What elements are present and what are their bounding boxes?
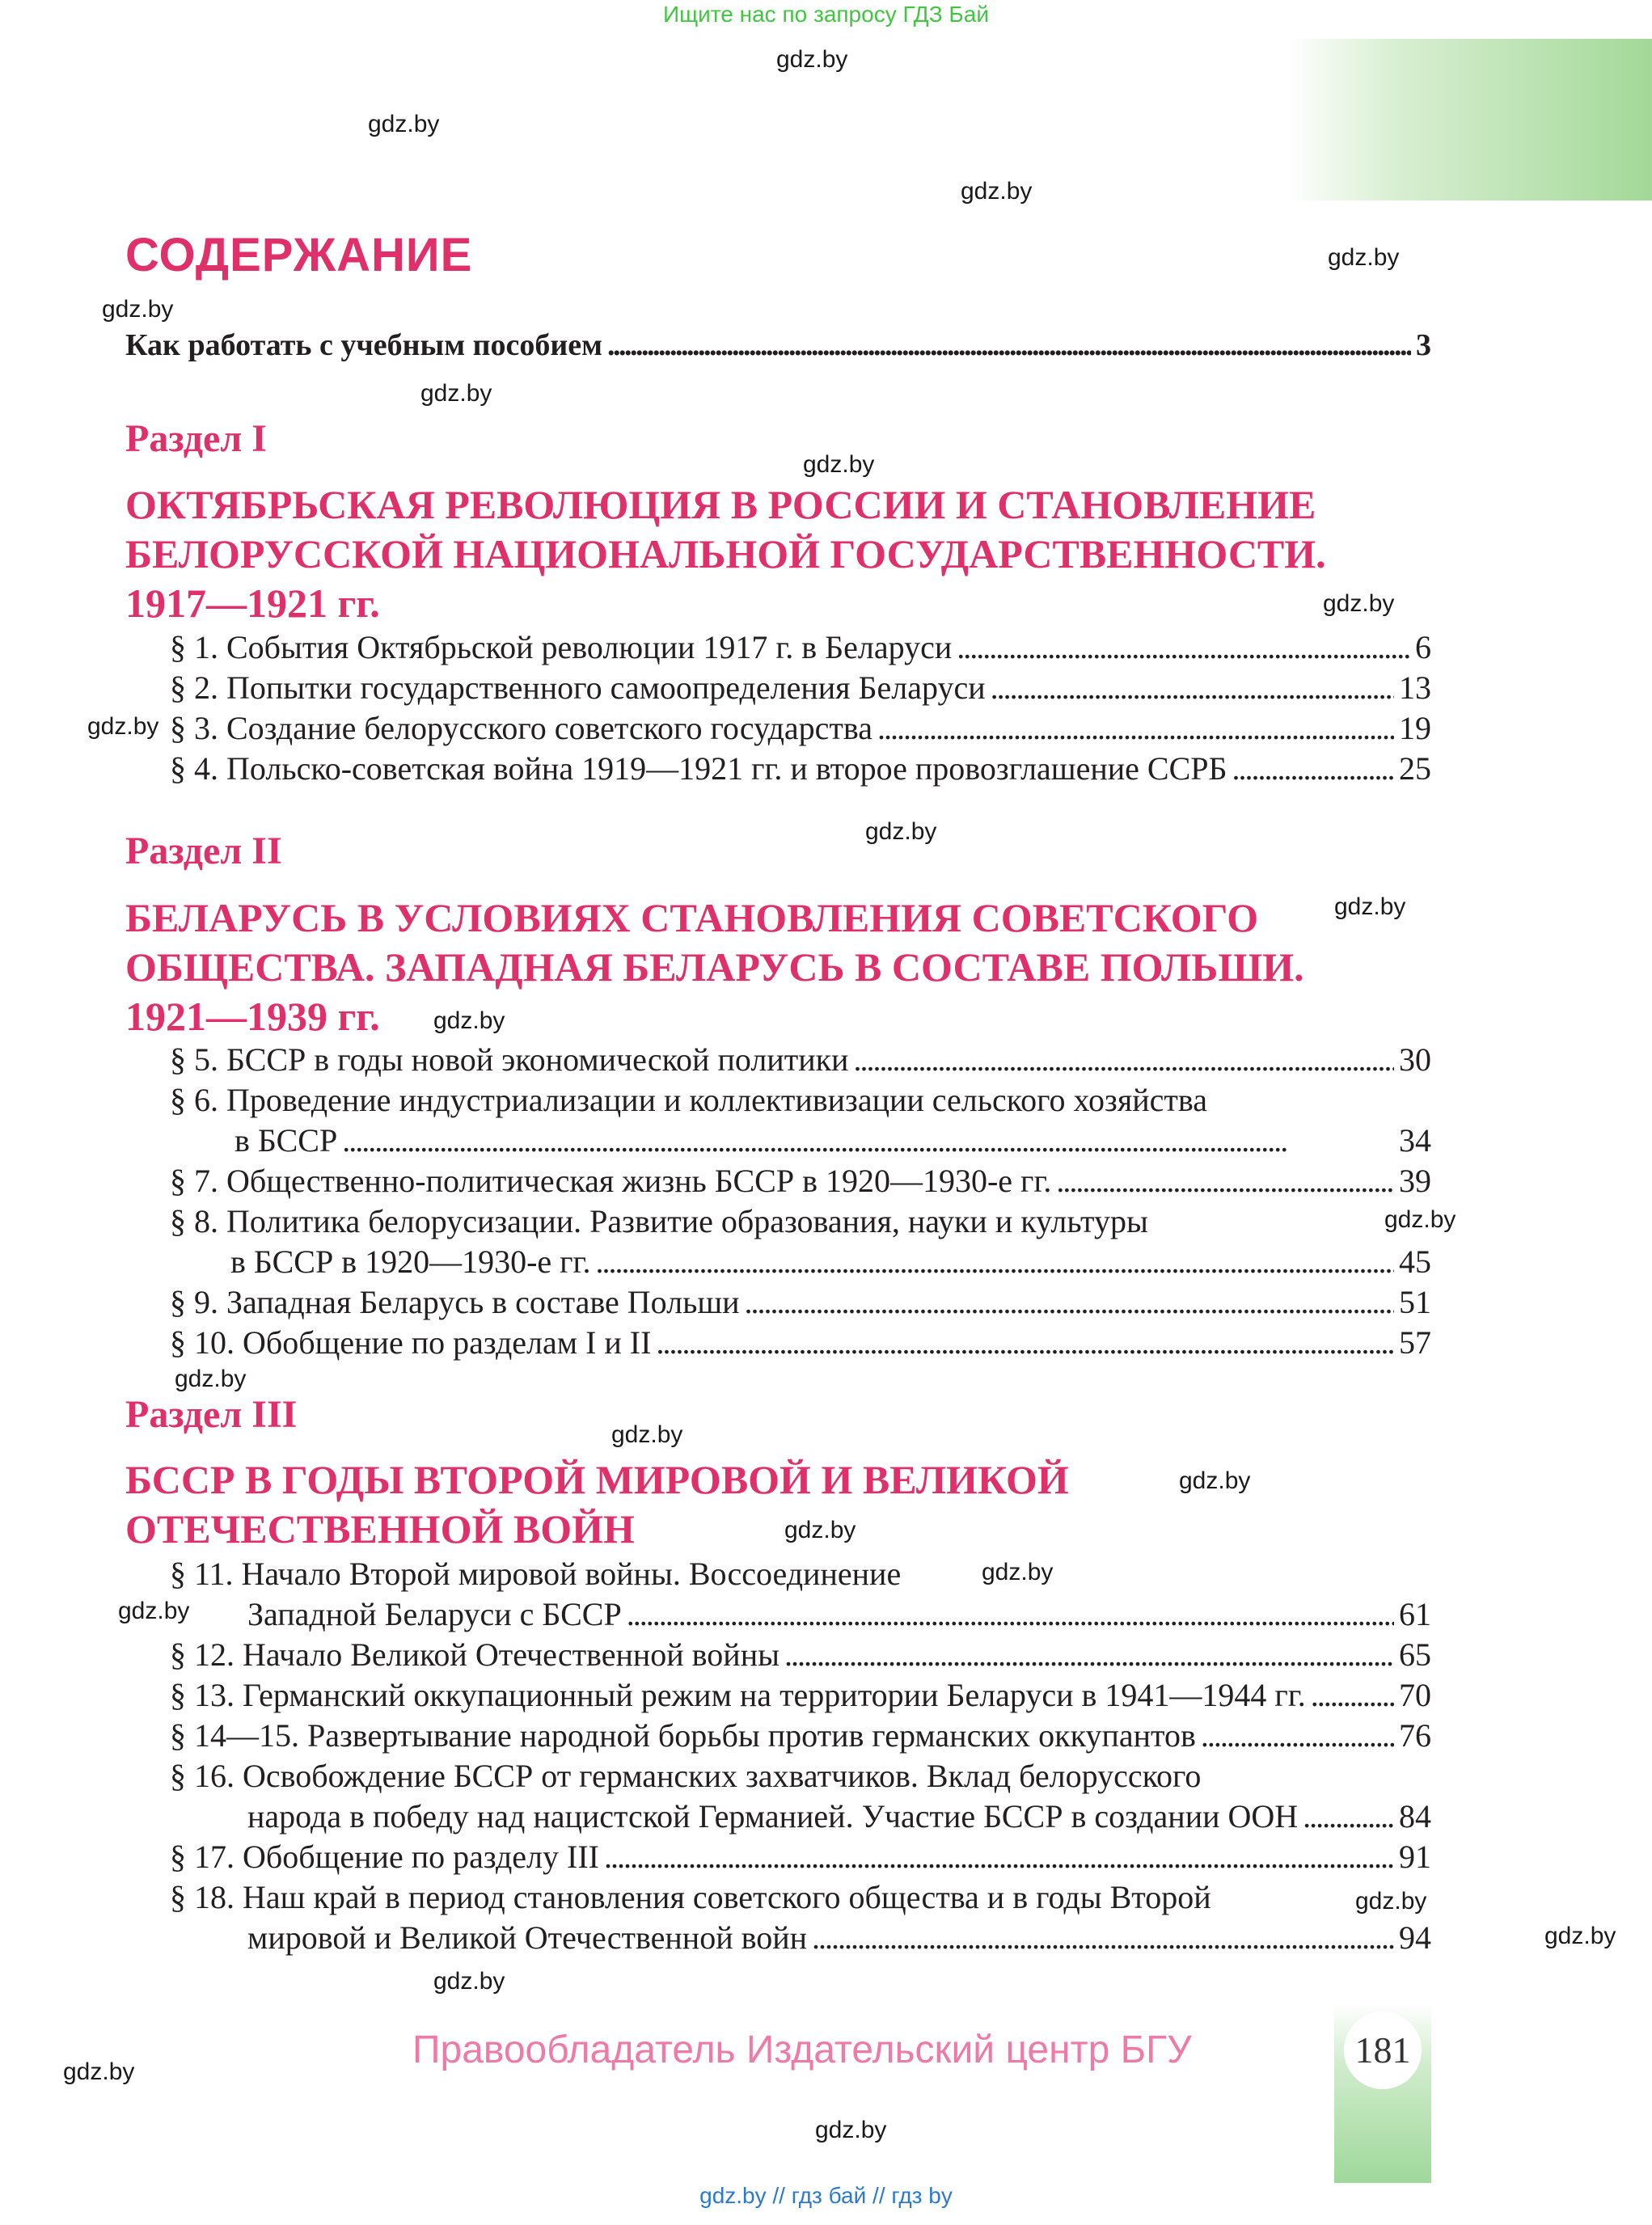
- leader-dots: [957, 627, 1410, 668]
- toc-entry-text: § 12. Начало Великой Отечественной войны: [170, 1636, 780, 1673]
- toc-entry-text: Западной Беларуси с БССР: [247, 1596, 622, 1632]
- toc-entry-text: § 13. Германский оккупационный режим на территории Беларуси в 1941—1944 гг.: [170, 1677, 1306, 1713]
- toc-page-number: 65: [1399, 1636, 1431, 1673]
- toc-entry-intro[interactable]: [125, 325, 1431, 365]
- watermark: gdz.by: [803, 451, 875, 478]
- toc-entry[interactable]: [170, 668, 1431, 708]
- watermark: gdz.by: [1323, 590, 1395, 617]
- toc-page-number: 76: [1399, 1717, 1431, 1754]
- watermark: gdz.by: [815, 2117, 887, 2143]
- leader-dots: [784, 1635, 1394, 1675]
- toc-entry-text[interactable]: § 8. Политика белорусизации. Развитие образования, науки и культуры: [170, 1203, 1148, 1239]
- watermark: gdz.by: [63, 2058, 135, 2085]
- watermark: gdz.by: [1355, 1888, 1427, 1915]
- toc-entry[interactable]: [170, 708, 1431, 749]
- toc-entry-text: § 17. Обобщение по разделу III: [170, 1839, 599, 1875]
- leader-dots: [604, 1837, 1394, 1877]
- top-banner[interactable]: Ищите нас по запросу ГДЗ Бай: [662, 2, 990, 27]
- watermark: gdz.by: [1179, 1467, 1251, 1494]
- toc-entry-continuation[interactable]: [247, 1796, 1431, 1837]
- watermark: gdz.by: [433, 1968, 505, 1995]
- toc-page-number: 61: [1399, 1596, 1431, 1632]
- watermark: gdz.by: [1384, 1206, 1456, 1233]
- toc-entry-text: § 7. Общественно-политическая жизнь БССР в 1920—1930-е гг.: [170, 1163, 1052, 1199]
- section-title-line: ОКТЯБРЬСКАЯ РЕВОЛЮЦИЯ В РОССИИ И СТАНОВЛЕНИЕ: [125, 482, 1316, 527]
- leader-dots: [1311, 1675, 1394, 1716]
- leader-dots: [1201, 1716, 1394, 1756]
- leader-dots: [991, 668, 1394, 708]
- watermark: gdz.by: [1328, 244, 1400, 271]
- section-label: Раздел I: [125, 417, 267, 460]
- leader-dots: [1303, 1796, 1394, 1837]
- leader-dots: [656, 1323, 1394, 1363]
- section-title-line: ОБЩЕСТВА. ЗАПАДНАЯ БЕЛАРУСЬ В СОСТАВЕ ПОЛЬШИ.: [125, 944, 1304, 990]
- toc-page-number: 94: [1399, 1919, 1431, 1956]
- toc-page-number: 3: [1416, 328, 1431, 362]
- watermark: gdz.by: [420, 380, 492, 407]
- leader-dots: [607, 325, 1411, 365]
- section-title-line: 1917—1921 гг.: [125, 581, 380, 626]
- toc-entry-text[interactable]: § 6. Проведение индустриализации и коллективизации сельского хозяйства: [170, 1082, 1207, 1118]
- watermark: gdz.by: [784, 1517, 856, 1543]
- toc-entry-text: § 2. Попытки государственного самоопределения Беларуси: [170, 669, 986, 706]
- watermark: gdz.by: [102, 296, 174, 323]
- toc-entry-text: мировой и Великой Отечественной войн: [247, 1919, 808, 1956]
- watermark: gdz.by: [865, 818, 937, 845]
- leader-dots: [1232, 749, 1394, 789]
- toc-entry-text[interactable]: § 11. Начало Второй мировой войны. Воссоединение: [170, 1556, 902, 1592]
- toc-entry[interactable]: [170, 1716, 1431, 1756]
- toc-entry[interactable]: [170, 1323, 1431, 1363]
- leader-dots: [342, 1121, 1394, 1161]
- watermark: gdz.by: [118, 1598, 190, 1624]
- toc-entry-text: § 1. События Октябрьской революции 1917 г. в Беларуси: [170, 629, 953, 665]
- leader-dots: [745, 1282, 1394, 1323]
- page-number: 181: [1344, 2012, 1422, 2089]
- section-title-line: БЕЛАРУСЬ В УСЛОВИЯХ СТАНОВЛЕНИЯ СОВЕТСКОГО: [125, 895, 1259, 940]
- leader-dots: [853, 1040, 1394, 1080]
- watermark: gdz.by: [611, 1421, 683, 1448]
- leader-dots: [595, 1242, 1394, 1282]
- toc-page-number: 34: [1399, 1122, 1431, 1159]
- toc-page-number: 39: [1399, 1163, 1431, 1199]
- toc-entry-text: в БССР в 1920—1930-е гг.: [230, 1243, 591, 1280]
- toc-entry-text[interactable]: § 18. Наш край в период становления советского общества и в годы Второй: [170, 1879, 1211, 1915]
- toc-entry-continuation[interactable]: [247, 1594, 1431, 1635]
- toc-entry[interactable]: [170, 1040, 1431, 1080]
- toc-page-number: 51: [1399, 1284, 1431, 1320]
- watermark: gdz.by: [961, 178, 1033, 205]
- watermark: gdz.by: [368, 111, 440, 137]
- toc-page-number: 25: [1399, 750, 1431, 787]
- copyright-footer: Правообладатель Издательский центр БГУ: [412, 2029, 1192, 2071]
- section-title-line: БССР В ГОДЫ ВТОРОЙ МИРОВОЙ И ВЕЛИКОЙ: [125, 1457, 1069, 1502]
- section-title-line: БЕЛОРУССКОЙ НАЦИОНАЛЬНОЙ ГОСУДАРСТВЕННОСТИ.: [125, 531, 1326, 576]
- watermark: gdz.by: [1544, 1923, 1616, 1949]
- toc-entry-text: § 14—15. Развертывание народной борьбы против германских оккупантов: [170, 1717, 1196, 1754]
- toc-entry-text: народа в победу над нацистской Германией. Участие БССР в создании ООН: [247, 1798, 1299, 1834]
- watermark: gdz.by: [433, 1007, 505, 1034]
- toc-entry-text: в БССР: [234, 1122, 338, 1159]
- toc-entry-text: § 5. БССР в годы новой экономической политики: [170, 1041, 849, 1078]
- toc-entry-text: § 4. Польско-советская война 1919—1921 гг. и второе провозглашение ССРБ: [170, 750, 1227, 787]
- leader-dots: [812, 1918, 1394, 1958]
- toc-page-number: 91: [1399, 1839, 1431, 1875]
- watermark: gdz.by: [175, 1366, 247, 1392]
- toc-page-number: 45: [1399, 1243, 1431, 1280]
- watermark: gdz.by: [1334, 893, 1406, 920]
- toc-entry[interactable]: [170, 1282, 1431, 1323]
- page-title: СОДЕРЖАНИЕ: [125, 229, 473, 281]
- section-label: Раздел II: [125, 830, 282, 872]
- toc-entry[interactable]: [170, 749, 1431, 789]
- toc-entry[interactable]: [170, 1837, 1431, 1877]
- toc-entry[interactable]: [170, 627, 1431, 668]
- toc-entry-continuation[interactable]: [230, 1242, 1431, 1282]
- watermark: gdz.by: [87, 713, 159, 740]
- toc-page-number: 30: [1399, 1041, 1431, 1078]
- toc-entry-continuation[interactable]: [234, 1121, 1431, 1161]
- leader-dots: [627, 1594, 1394, 1635]
- toc-page-number: 57: [1399, 1324, 1431, 1361]
- toc-entry[interactable]: [170, 1675, 1431, 1716]
- toc-entry[interactable]: [170, 1161, 1431, 1201]
- watermark: gdz.by: [982, 1559, 1054, 1585]
- bottom-links[interactable]: gdz.by // гдз бай // гдз by: [699, 2183, 953, 2208]
- watermark: gdz.by: [776, 46, 848, 73]
- toc-entry-continuation[interactable]: [247, 1918, 1431, 1958]
- toc-page-number: 13: [1399, 669, 1431, 706]
- section-label: Раздел III: [125, 1393, 298, 1436]
- leader-dots: [1056, 1161, 1394, 1201]
- toc-page-number: 70: [1399, 1677, 1431, 1713]
- toc-entry-text: § 10. Обобщение по разделам I и II: [170, 1324, 652, 1361]
- toc-entry-text: Как работать с учебным пособием: [125, 328, 603, 362]
- section-title-line: 1921—1939 гг.: [125, 994, 380, 1039]
- toc-page-number: 84: [1399, 1798, 1431, 1834]
- green-corner-decoration: [1286, 39, 1652, 201]
- toc-page-number: 19: [1399, 710, 1431, 746]
- toc-page-number: 6: [1415, 629, 1431, 665]
- toc-entry-text: § 9. Западная Беларусь в составе Польши: [170, 1284, 740, 1320]
- toc-entry-text[interactable]: § 16. Освобождение БССР от германских захватчиков. Вклад белорусского: [170, 1758, 1202, 1794]
- toc-entry-text: § 3. Создание белорусского советского государства: [170, 710, 873, 746]
- section-title-line: ОТЕЧЕСТВЕННОЙ ВОЙН: [125, 1506, 635, 1552]
- toc-entry[interactable]: [170, 1635, 1431, 1675]
- leader-dots: [877, 708, 1394, 749]
